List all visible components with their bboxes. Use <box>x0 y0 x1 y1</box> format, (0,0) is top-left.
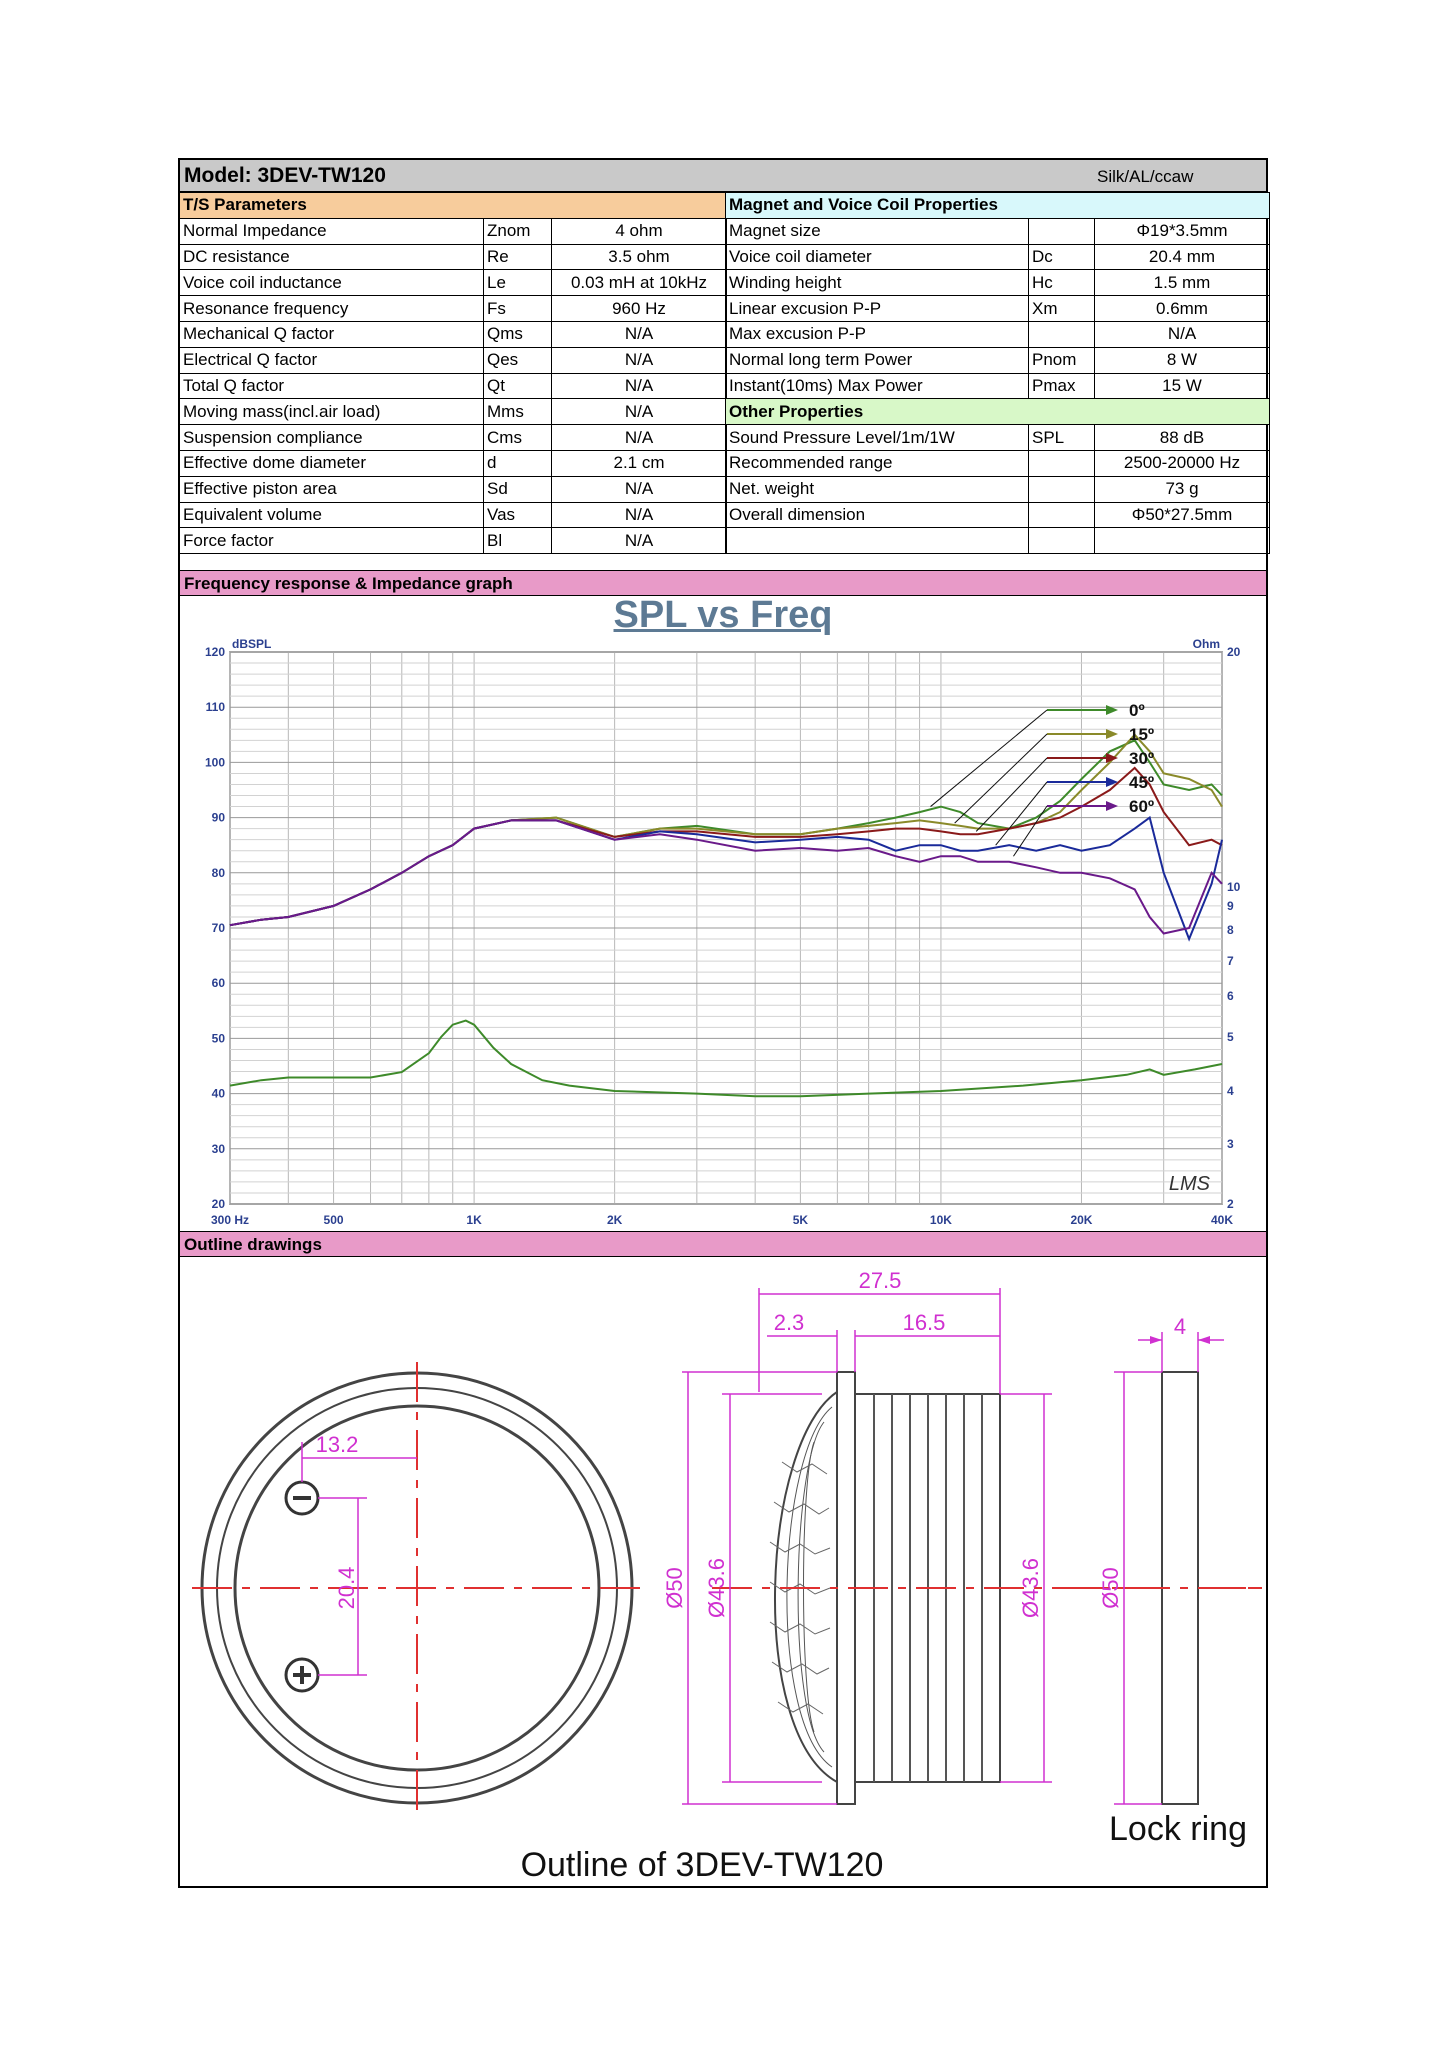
y-tick-label: 70 <box>211 921 225 935</box>
dim-43-6-right: Ø43.6 <box>1018 1558 1043 1618</box>
spec-sheet <box>178 158 1268 1888</box>
legend-label: 60º <box>1129 797 1155 816</box>
ts-parameters-table <box>179 192 727 554</box>
y-tick-label: 110 <box>205 700 225 715</box>
table-row <box>726 528 1270 554</box>
left-axis-unit: dBSPL <box>232 637 272 651</box>
table-row: Mechanical Q factor Qms N/A <box>180 321 727 347</box>
table-row: Normal Impedance Znom 4 ohm <box>180 218 727 244</box>
table-row: Effective piston area Sd N/A <box>180 476 727 502</box>
table-row: Force factor Bl N/A <box>180 528 727 554</box>
y-tick-label: 60 <box>211 976 225 991</box>
model-title: Model: 3DEV-TW120 <box>184 164 386 187</box>
front-view <box>192 1362 642 1812</box>
legend-label: 30º <box>1129 749 1155 768</box>
y-tick-label: 40 <box>211 1086 225 1101</box>
table-row: Moving mass(incl.air load) Mms N/A <box>180 399 727 425</box>
x-tick-label: 20K <box>1070 1213 1093 1227</box>
dim-50-side: Ø50 <box>662 1567 687 1609</box>
table-row: Max excusion P-P N/A <box>726 321 1270 347</box>
chart-title: SPL vs Freq <box>613 594 833 636</box>
table-row: Sound Pressure Level/1m/1W SPL 88 dB <box>726 425 1270 451</box>
model-subtitle: Silk/AL/ccaw <box>1097 167 1194 186</box>
y-tick-label: 90 <box>211 810 225 825</box>
x-tick-label: 500 <box>323 1213 344 1227</box>
y2-tick-label: 6 <box>1227 989 1234 1003</box>
y2-tick-label: 2 <box>1227 1197 1234 1211</box>
other-properties-header: Other Properties <box>726 399 1270 425</box>
y2-tick-label: 20 <box>1227 645 1241 659</box>
y-tick-label: 30 <box>211 1141 225 1156</box>
x-tick-label: 2K <box>606 1213 623 1227</box>
legend-label: 15º <box>1129 725 1155 744</box>
lock-ring-label: Lock ring <box>1109 1810 1247 1848</box>
table-row: Resonance frequency Fs 960 Hz <box>180 296 727 322</box>
y-tick-label: 20 <box>211 1197 225 1211</box>
outline-section-header: Outline drawings <box>180 1231 1266 1257</box>
legend-label: 45º <box>1129 773 1155 792</box>
outline-caption: Outline of 3DEV-TW120 <box>520 1846 884 1884</box>
y2-tick-label: 9 <box>1227 899 1234 913</box>
y-tick-label: 120 <box>204 645 225 659</box>
dim-20-4: 20.4 <box>334 1566 359 1610</box>
table-row: Net. weight 73 g <box>726 476 1270 502</box>
x-tick-label: 5K <box>792 1213 809 1227</box>
x-tick-label: 1K <box>466 1213 482 1227</box>
right-axis-unit: Ohm <box>1192 637 1220 651</box>
legend-label: 0º <box>1129 701 1145 720</box>
dim-50-ring: Ø50 <box>1098 1567 1123 1609</box>
y-tick-label: 100 <box>204 755 225 770</box>
table-row: Electrical Q factor Qes N/A <box>180 347 727 373</box>
table-row: DC resistance Re 3.5 ohm <box>180 244 727 270</box>
table-row: Recommended range 2500-20000 Hz <box>726 450 1270 476</box>
y2-tick-label: 8 <box>1227 923 1234 937</box>
table-row: Winding height Hc 1.5 mm <box>726 270 1270 296</box>
y2-tick-label: 3 <box>1227 1137 1234 1151</box>
y-tick-label: 80 <box>211 865 225 880</box>
dim-27-5: 27.5 <box>858 1268 902 1293</box>
model-header <box>180 160 1266 192</box>
lock-ring-view <box>1062 1314 1264 1848</box>
ts-parameters-header: T/S Parameters <box>180 193 727 219</box>
table-row: Equivalent volume Vas N/A <box>180 502 727 528</box>
table-row: Total Q factor Qt N/A <box>180 373 727 399</box>
table-row: Linear excusion P-P Xm 0.6mm <box>726 296 1270 322</box>
graph-section-header: Frequency response & Impedance graph <box>180 570 1266 596</box>
dim-16-5: 16.5 <box>902 1310 946 1335</box>
x-tick-label: 300 Hz <box>210 1213 250 1227</box>
table-row: Voice coil diameter Dc 20.4 mm <box>726 244 1270 270</box>
chart-watermark: LMS <box>1168 1173 1210 1195</box>
magnet-properties-table <box>725 192 1270 554</box>
table-row: Effective dome diameter d 2.1 cm <box>180 450 727 476</box>
table-row: Instant(10ms) Max Power Pmax 15 W <box>726 373 1270 399</box>
y2-tick-label: 7 <box>1227 954 1234 968</box>
y2-tick-label: 5 <box>1227 1030 1234 1044</box>
x-tick-label: 10K <box>929 1213 952 1227</box>
table-row: Overall dimension Φ50*27.5mm <box>726 502 1270 528</box>
dim-43-6-left: Ø43.6 <box>704 1558 729 1618</box>
x-tick-label: 40K <box>1210 1213 1234 1227</box>
dim-2-3: 2.3 <box>773 1310 805 1335</box>
table-row: Voice coil inductance Le 0.03 mH at 10kHz <box>180 270 727 296</box>
table-row: Normal long term Power Pnom 8 W <box>726 347 1270 373</box>
dim-4: 4 <box>1173 1314 1187 1339</box>
y2-tick-label: 10 <box>1227 880 1241 894</box>
magnet-properties-header: Magnet and Voice Coil Properties <box>726 193 1270 219</box>
y-tick-label: 50 <box>211 1031 225 1046</box>
table-row: Suspension compliance Cms N/A <box>180 425 727 451</box>
y2-tick-label: 4 <box>1227 1084 1234 1098</box>
outline-drawing <box>180 1258 1266 1886</box>
dim-13-2: 13.2 <box>315 1432 359 1457</box>
table-row: Magnet size Φ19*3.5mm <box>726 218 1270 244</box>
